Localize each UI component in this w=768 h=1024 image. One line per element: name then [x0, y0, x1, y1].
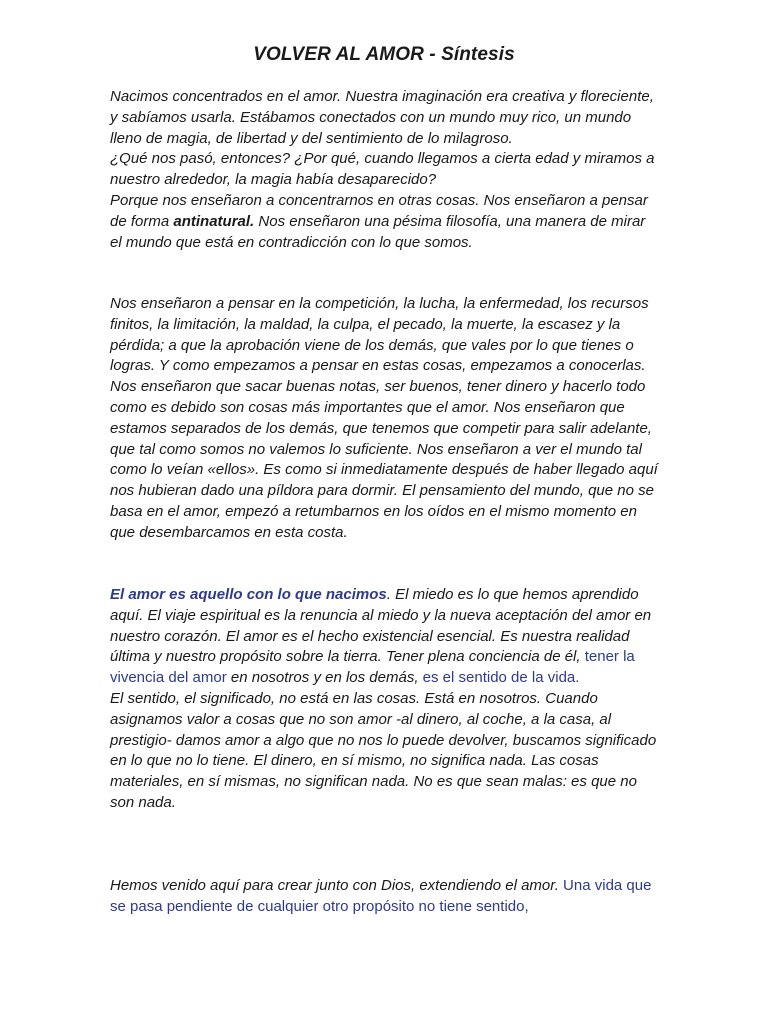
link-vivencia-amor[interactable]: tener la vivencia del amor: [110, 648, 635, 687]
paragraph-3-text-b: en nosotros y en los demás,: [226, 669, 423, 687]
paragraph-3-text-a: . El miedo es lo que hemos aprendido aquí. El viaje espiritual es la renuncia al miedo y la nueva aceptación del amor en nuestro corazón. El amor es el hecho existencial esencial. Es nuestra realidad última y nuestro propósito sobre la tierra. Tener plena conciencia de él,: [110, 586, 652, 666]
paragraph-4-text: Hemos venido aquí para crear junto con Dios, extendiendo el amor.: [110, 877, 564, 894]
paragraph-1-text-post: Nos enseñaron una pésima filosofía, una manera de mirar el mundo que está en contradicción con lo que somos.: [110, 212, 646, 251]
paragraph-2-text: Nos enseñaron a pensar en la competición, la lucha, la enfermedad, los recursos finitos, la limitación, la maldad, la culpa, el pecado, la muerte, la escasez y la pérdida; a que la aprobación viene de los demás, que vales por lo que tienes o logras. Y como empezamos a pensar en estas cosas, empezamos a conocerlas. Nos enseñaron que sacar buenas notas, ser buenos, tener dinero y hacerlo todo como es debido son cosas más importantes que el amor. Nos enseñaron que estamos separados de los demás, que tenemos que competir para salir adelante, que tal como somos no valemos lo suficiente. Nos enseñaron a ver el mundo tal como lo veían «ellos». Es como si inmediatamente después de haber llegado aquí nos hubieran dado una píldora para dormir. El pensamiento del mundo, que no se basa en el amor, empezó a retumbarnos en los oídos en el mismo momento en que desembarcamos en esta costa.: [110, 295, 658, 541]
paragraph-3-text-c: El sentido, el significado, no está en las cosas. Está en nosotros. Cuando asignamos valor a cosas que no son amor -al dinero, al coche, a la casa, al prestigio- damos amor a algo que no nos lo puede devolver, buscamos significado en lo que no lo tiene. El dinero, en sí mismo, no significa nada. Las cosas materiales, en sí mismas, no significan nada. No es que sean malas: es que no son nada.: [110, 689, 657, 811]
paragraph-3-body: [110, 585, 660, 689]
paragraph-1-sentence-2: ¿Qué nos pasó, entonces? ¿Por qué, cuando llegamos a cierta edad y miramos a nuestro alrededor, la magia había desaparecido?: [110, 150, 655, 189]
highlight-vida-sentido: Una vida que se pasa pendiente de cualquier otro propósito no tiene sentido,: [110, 877, 652, 915]
paragraph-1: [110, 87, 660, 253]
paragraph-1-text-pre: Porque nos enseñaron a concentrarnos en otras cosas. Nos enseñaron a pensar de forma: [110, 191, 648, 230]
link-sentido-vida[interactable]: es el sentido de la vida.: [422, 669, 580, 687]
bold-word-antinatural: antinatural.: [173, 212, 255, 230]
paragraph-4-body: [110, 876, 660, 918]
paragraph-4: [110, 876, 660, 918]
document-title: VOLVER AL AMOR - Síntesis: [253, 44, 515, 65]
paragraph-2: [110, 294, 660, 544]
paragraph-3: [110, 585, 660, 814]
paragraph-1-sentence-1: Nacimos concentrados en el amor. Nuestra imaginación era creativa y floreciente, y sabíamos usarla. Estábamos conectados con un mundo muy rico, un mundo lleno de magia, de libertad y del sentimiento de lo milagroso.: [110, 88, 654, 147]
highlight-amor-nacimos: El amor es aquello con lo que nacimos: [110, 586, 387, 603]
paragraph-1-sentence-3: [110, 191, 660, 253]
